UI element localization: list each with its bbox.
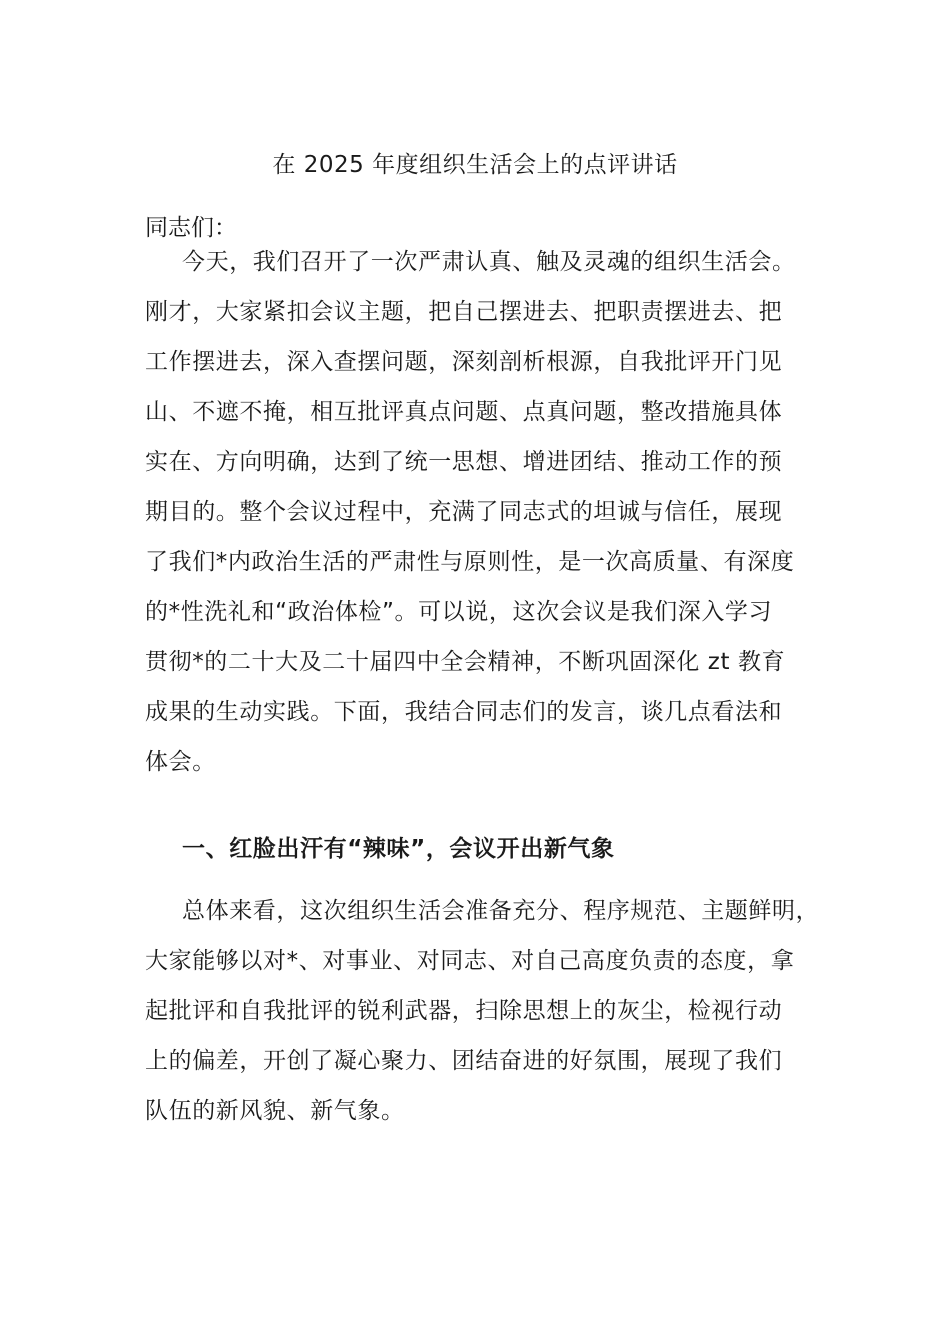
paragraph-line: 体会。	[145, 749, 216, 775]
paragraph-1	[145, 237, 825, 787]
document-title: 在 2025 年度组织生活会上的点评讲话	[272, 152, 678, 178]
salutation: 同志们：	[145, 215, 237, 241]
paragraph-line: 成果的生动实践。下面，我结合同志们的发言，谈几点看法和	[145, 699, 783, 725]
paragraph-line: 起批评和自我批评的锐利武器，扫除思想上的灰尘，检视行动	[145, 998, 783, 1024]
paragraph-line: 山、不遮不掩，相互批评真点问题、点真问题，整改措施具体	[145, 399, 783, 425]
section-heading: 一、红脸出汗有“辣味”，会议开出新气象	[182, 836, 615, 862]
paragraph-line: 工作摆进去，深入查摆问题，深刻剖析根源，自我批评开门见	[145, 349, 783, 375]
paragraph-line: 总体来看，这次组织生活会准备充分、程序规范、主题鲜明，	[182, 898, 820, 924]
paragraph-line: 的*性洗礼和“政治体检”。可以说，这次会议是我们深入学习	[145, 599, 773, 625]
paragraph-line: 队伍的新风貌、新气象。	[145, 1098, 405, 1124]
paragraph-line: 刚才，大家紧扣会议主题，把自己摆进去、把职责摆进去、把	[145, 299, 783, 325]
paragraph-line: 贯彻*的二十大及二十届四中全会精神，不断巩固深化 zt 教育	[145, 649, 786, 675]
paragraph-2	[145, 886, 825, 1136]
paragraph-line: 大家能够以对*、对事业、对同志、对自己高度负责的态度，拿	[145, 948, 795, 974]
paragraph-line: 了我们*内政治生活的严肃性与原则性，是一次高质量、有深度	[145, 549, 795, 575]
paragraph-line: 上的偏差，开创了凝心聚力、团结奋进的好氛围，展现了我们	[145, 1048, 783, 1074]
paragraph-line: 今天，我们召开了一次严肃认真、触及灵魂的组织生活会。	[182, 249, 796, 275]
paragraph-line: 实在、方向明确，达到了统一思想、增进团结、推动工作的预	[145, 449, 783, 475]
paragraph-line: 期目的。整个会议过程中，充满了同志式的坦诚与信任，展现	[145, 499, 783, 525]
